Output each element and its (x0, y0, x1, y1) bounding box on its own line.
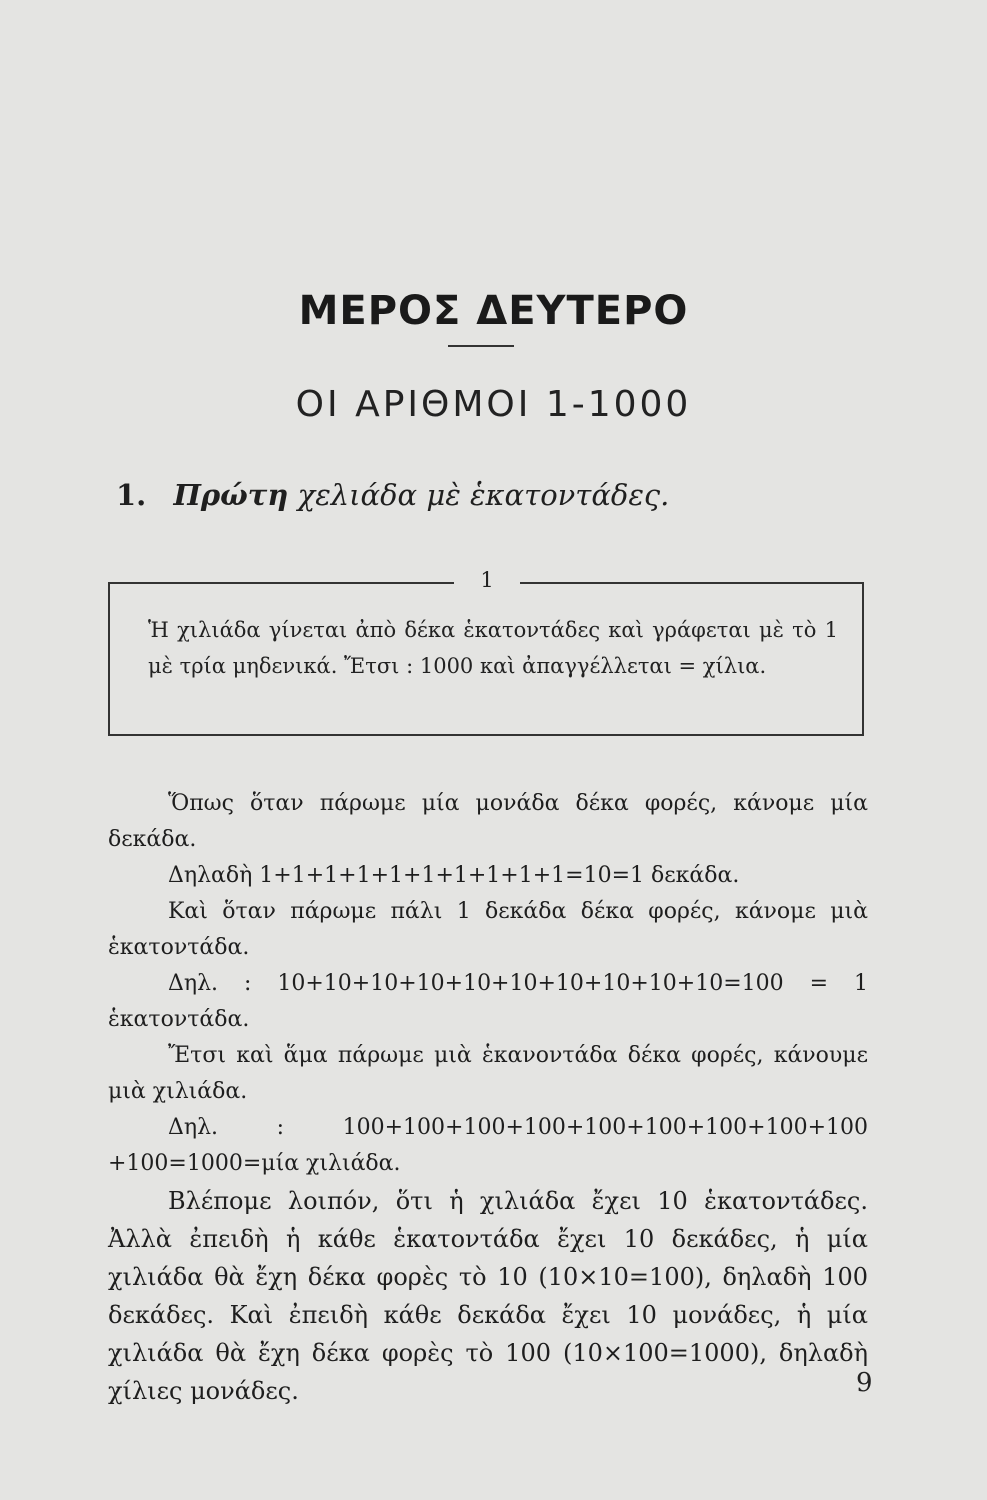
body-text (108, 786, 868, 1410)
paragraph-6: Δηλ. : 100+100+100+100+100+100+100+100+100 +100=1000=μία χιλιάδα. (108, 1115, 868, 1176)
paragraph-2: Δηλαδὴ 1+1+1+1+1+1+1+1+1+1=10=1 δεκάδα. (168, 863, 740, 888)
paragraph-4: Δηλ. : 10+10+10+10+10+10+10+10+10+10=100 = 1 ἑκατοντάδα. (108, 971, 868, 1032)
paragraph-7: Βλέπομε λοιπόν, ὅτι ἡ χιλιάδα ἔχει 10 ἑκατοντάδες. Ἀλλὰ ἐπειδὴ ἡ κάθε ἑκατοντάδα ἔχει 10 δεκάδες, ἡ μία χιλιάδα θὰ ἔχη δέκα φορὲς τὸ 10 (10×10=100), δηλαδὴ 100 δεκάδες. Καὶ ἐπειδὴ κάθε δεκάδα ἔχει 10 μονάδες, ἡ μία χιλιάδα θὰ ἔχη δέκα φορὲς τὸ 100 (10×100=1000), δηλαδὴ χίλιες μονάδες. (108, 1187, 868, 1405)
paragraph-5: Ἔτσι καὶ ἅμα πάρωμε μιὰ ἑκανοντάδα δέκα φορές, κάνουμε μιὰ χιλιάδα. (108, 1043, 868, 1104)
section-number: 1. (116, 478, 147, 512)
section-heading (116, 478, 669, 512)
paragraph-1: Ὅπως ὅταν πάρωμε μία μονάδα δέκα φορές, κάνομε μία δεκάδα. (108, 791, 868, 852)
rule-box-text: Ἡ χιλιάδα γίνεται ἀπὸ δέκα ἑκατοντάδες καὶ γράφεται μὲ τὸ 1 μὲ τρία μηδενικά. Ἔτσι : 1000 καὶ ἀπαγγέλλεται = χίλια. (148, 618, 838, 678)
page-number: 9 (856, 1368, 873, 1398)
paragraph-3: Καὶ ὅταν πάρωμε πάλι 1 δεκάδα δέκα φορές, κάνομε μιὰ ἑκατοντάδα. (108, 899, 868, 960)
title-divider (448, 345, 514, 347)
rule-box-number: 1 (480, 568, 494, 592)
section-title-first-word: Πρώτη (173, 478, 289, 512)
part-title: ΜΕΡΟΣ ΔΕΥΤΕΡΟ (298, 288, 689, 334)
chapter-title: ΟΙ ΑΡΙΘΜΟΙ 1-1000 (295, 384, 692, 425)
section-title-rest: χελιάδα μὲ ἑκατοντάδες. (297, 478, 670, 512)
